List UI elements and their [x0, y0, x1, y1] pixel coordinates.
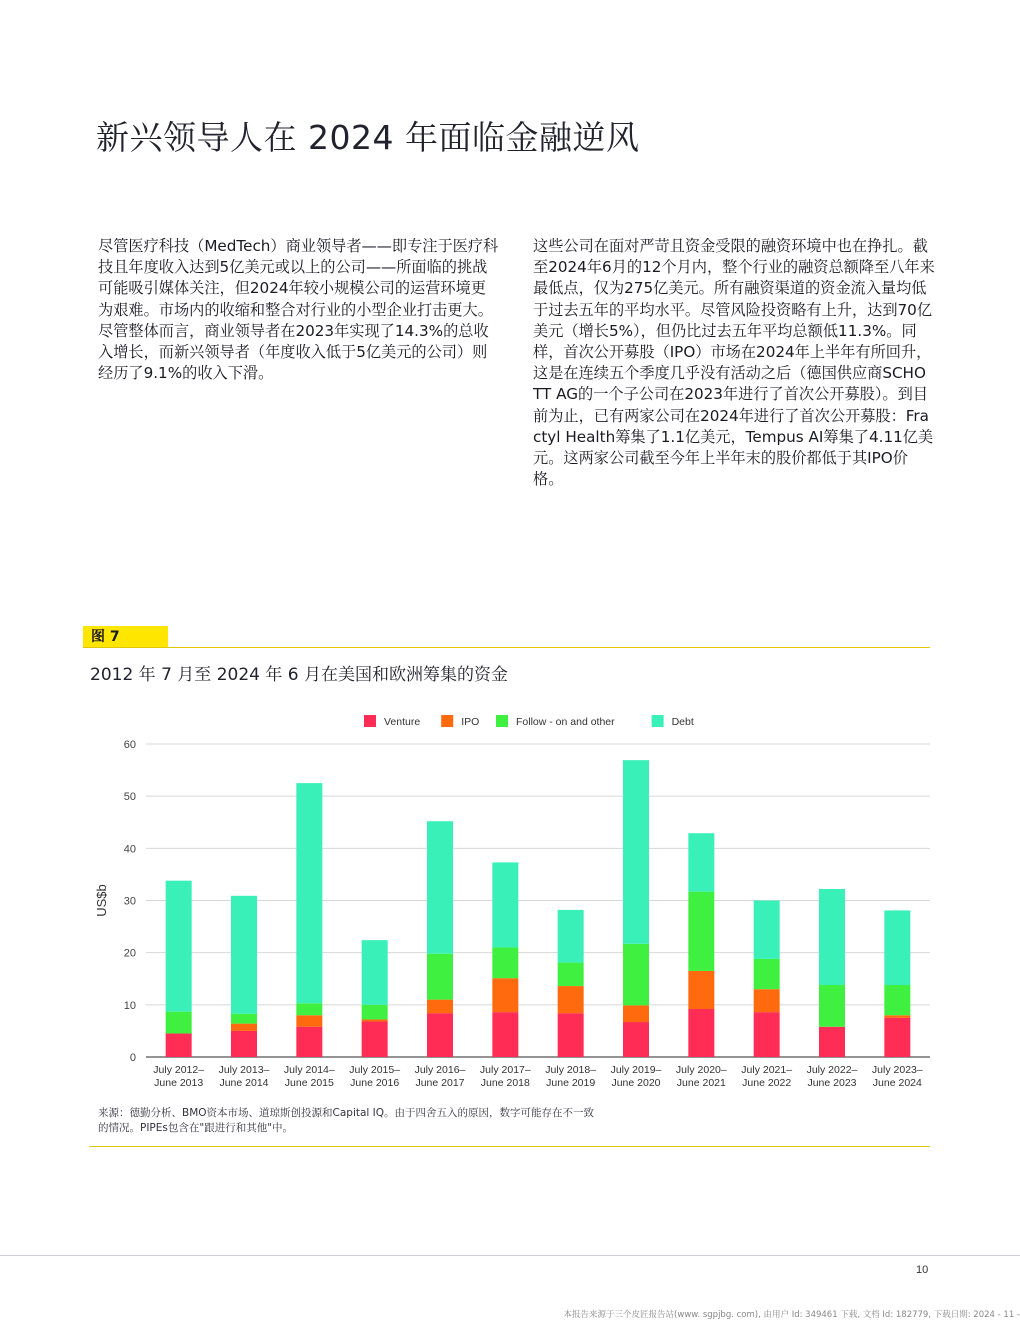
x-tick-label: June 2017 [415, 1077, 465, 1089]
bar-venture [688, 1009, 714, 1057]
bar-follow-on-and-other [362, 1005, 388, 1020]
footer-rule [0, 1255, 1020, 1256]
x-tick-label: July 2020– [675, 1064, 727, 1076]
figure-tag: 图 7 [83, 626, 168, 648]
bar-venture [623, 1022, 649, 1057]
bar-follow-on-and-other [231, 1014, 257, 1024]
legend-label: IPO [461, 716, 480, 728]
x-tick-label: June 2024 [872, 1077, 922, 1089]
bar-ipo [623, 1005, 649, 1022]
bar-debt [166, 881, 192, 1012]
x-tick-label: June 2021 [676, 1077, 726, 1089]
x-tick-label: June 2023 [807, 1077, 857, 1089]
bar-venture [884, 1018, 910, 1057]
x-tick-label: July 2021– [741, 1064, 793, 1076]
page-number: 10 [916, 1264, 929, 1276]
page-title: 新兴领导人在 2024 年面临金融逆风 [96, 118, 640, 157]
bar-venture [754, 1012, 780, 1057]
bar-debt [427, 821, 453, 954]
bar-debt [362, 940, 388, 1005]
x-tick-label: July 2016– [414, 1064, 466, 1076]
source-note: 来源：德勤分析、BMO资本市场、道琼斯创投源和Capital IQ。由于四舍五入的原因，数字可能存在不一致的情况。PIPEs包含在"跟进行和其他"中。 [98, 1107, 595, 1134]
bar-debt [296, 783, 322, 1003]
bar-follow-on-and-other [688, 892, 714, 971]
x-tick-label: July 2015– [349, 1064, 401, 1076]
x-tick-label: July 2018– [545, 1064, 597, 1076]
bar-venture [492, 1012, 518, 1057]
bar-debt [492, 862, 518, 947]
bar-ipo [754, 989, 780, 1012]
x-tick-label: July 2017– [479, 1064, 531, 1076]
x-tick-label: June 2018 [480, 1077, 530, 1089]
bar-ipo [558, 986, 584, 1013]
bar-ipo [884, 1015, 910, 1018]
legend-swatch [364, 715, 376, 727]
bar-ipo [231, 1024, 257, 1031]
x-tick-label: July 2013– [218, 1064, 270, 1076]
bar-debt [558, 910, 584, 963]
bar-debt [819, 889, 845, 985]
x-tick-label: June 2022 [742, 1077, 792, 1089]
legend-swatch [441, 715, 453, 727]
y-axis-label: US$b [94, 884, 109, 917]
legend-label: Debt [671, 716, 694, 728]
figure-top-rule [83, 647, 930, 648]
bar-follow-on-and-other [427, 954, 453, 1000]
y-tick-label: 40 [123, 843, 136, 856]
bar-ipo [296, 1015, 322, 1026]
bar-debt [884, 910, 910, 985]
bar-follow-on-and-other [754, 959, 780, 989]
bar-venture [362, 1022, 388, 1057]
bar-ipo [427, 1000, 453, 1014]
x-tick-label: July 2023– [871, 1064, 923, 1076]
y-tick-label: 20 [123, 947, 136, 960]
bar-ipo [688, 971, 714, 1009]
body-text-right: 这些公司在面对严苛且资金受限的融资环境中也在挣扎。截至2024年6月的12个月内，整个行业的融资总额降至八年来最低点，仅为275亿美元。所有融资渠道的资金流入量均低于过去五年的平均水平。尽管风险投资略有上升，达到70亿美元（增长5%），但仍比过去五年平均总额低11.3%。同样，首次公开募股（IPO）市场在2024年上半年有所回升，这是在连续五个季度几乎没有活动之后（德国供应商SCHOTT AG的一个子公司在2023年进行了首次公开募股）。到目前为止，已有两家公司在2024年进行了首次公开募股：Fractyl Health筹集了1.1亿美元，Tempus AI筹集了4.11亿美元。这两家公司截至今年上半年末的股价都低于其IPO价格。 [533, 237, 935, 489]
x-tick-label: June 2016 [350, 1077, 400, 1089]
y-tick-label: 30 [123, 895, 136, 908]
bar-ipo [492, 978, 518, 1012]
figure-bottom-rule [89, 1146, 930, 1147]
bar-debt [623, 760, 649, 944]
legend-swatch [652, 715, 664, 727]
bar-debt [754, 901, 780, 959]
legend-label: Follow - on and other [516, 716, 615, 728]
bar-follow-on-and-other [558, 963, 584, 986]
bar-venture [819, 1027, 845, 1057]
bar-venture [166, 1034, 192, 1057]
bar-follow-on-and-other [819, 985, 845, 1027]
y-tick-label: 50 [123, 791, 136, 804]
legend-label: Venture [384, 716, 421, 728]
bar-venture [558, 1013, 584, 1057]
bar-follow-on-and-other [492, 947, 518, 978]
bar-follow-on-and-other [623, 944, 649, 1006]
bar-venture [231, 1031, 257, 1057]
x-tick-label: June 2019 [546, 1077, 596, 1089]
funding-stacked-bar-chart [0, 700, 1020, 1100]
body-text-left: 尽管医疗科技（MedTech）商业领导者——即专注于医疗科技且年度收入达到5亿美元或以上的公司——所面临的挑战可能吸引媒体关注，但2024年较小规模公司的运营环境更为艰难。市场内的收缩和整合对行业的小型企业打击更大。尽管整体而言，商业领导者在2023年实现了14.3%的总收入增长，而新兴领导者（年度收入低于5亿美元的公司）则经历了9.1%的收入下滑。 [98, 237, 499, 383]
x-tick-label: June 2014 [219, 1077, 269, 1089]
bar-follow-on-and-other [884, 985, 910, 1015]
bar-follow-on-and-other [166, 1012, 192, 1034]
bar-debt [688, 833, 714, 891]
legend-swatch [496, 715, 508, 727]
y-tick-label: 60 [123, 739, 136, 751]
bar-follow-on-and-other [296, 1003, 322, 1015]
x-tick-label: July 2019– [610, 1064, 662, 1076]
download-note: 本报告来源于三个皮匠报告站(www. sgpjbg. com), 由用户 Id: 349461 下载, 文档 Id: 182779, 下载日期: 2024 - 11 - [563, 1310, 1020, 1320]
x-tick-label: June 2015 [284, 1077, 334, 1089]
y-tick-label: 10 [123, 999, 136, 1012]
y-tick-label: 0 [129, 1052, 136, 1064]
x-tick-label: June 2013 [154, 1077, 204, 1089]
x-tick-label: June 2020 [611, 1077, 661, 1089]
bar-ipo [362, 1019, 388, 1021]
x-tick-label: July 2012– [153, 1064, 205, 1076]
x-tick-label: July 2022– [806, 1064, 858, 1076]
bar-venture [296, 1027, 322, 1057]
bar-debt [231, 896, 257, 1014]
figure-title: 2012 年 7 月至 2024 年 6 月在美国和欧洲筹集的资金 [90, 665, 508, 685]
x-tick-label: July 2014– [283, 1064, 335, 1076]
bar-venture [427, 1013, 453, 1057]
